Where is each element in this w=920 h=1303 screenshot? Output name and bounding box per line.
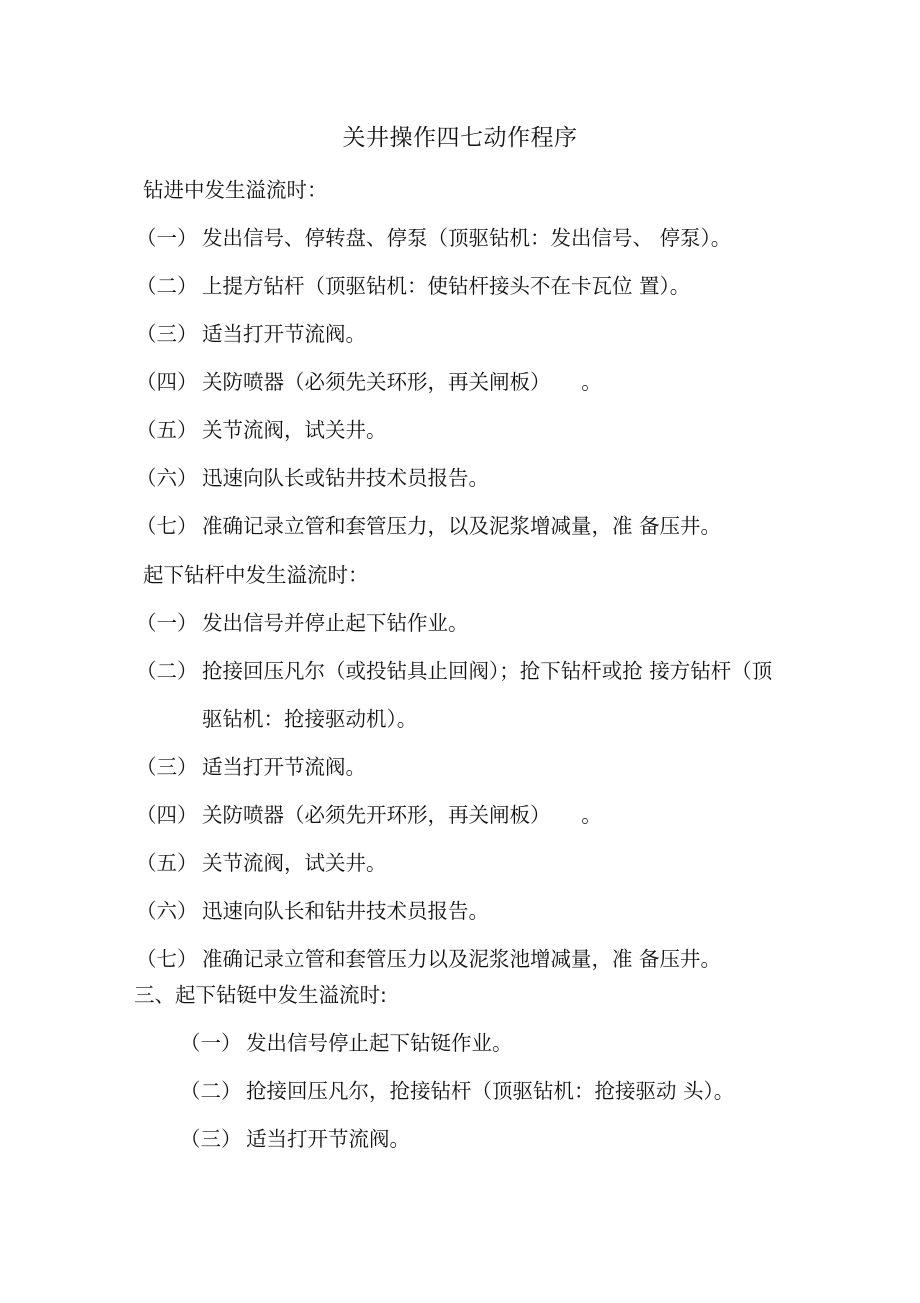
item-number: （七） <box>136 947 198 971</box>
document-title: 关井操作四七动作程序 <box>342 125 578 151</box>
item-text: 抢接回压凡尔，抢接钻杆（顶驱钻机：抢接驱动 头）。 <box>246 1079 735 1103</box>
item-text: 上提方钻杆（顶驱钻机：使钻杆接头不在卡瓦位 置）。 <box>202 274 691 298</box>
item-text: 迅速向队长或钻井技术员报告。 <box>202 466 489 490</box>
section-heading-tripping-drillcollar: 三、起下钻铤中发生溢流时: <box>134 983 387 1007</box>
item-text: 适当打开节流阀。 <box>246 1127 410 1151</box>
item-number: （二） <box>180 1079 242 1103</box>
item-number: （四） <box>136 803 198 827</box>
item-number: （四） <box>136 370 198 394</box>
item-text: 适当打开节流阀。 <box>202 755 366 779</box>
item-text: 关节流阀，试关井。 <box>202 418 387 442</box>
item-number: （五） <box>136 418 198 442</box>
item-number: （一） <box>136 611 198 635</box>
item-text: 抢接回压凡尔（或投钻具止回阀）；抢下钻杆或抢 接方钻杆（顶 <box>202 659 773 683</box>
item-number: （五） <box>136 851 198 875</box>
item-number: （三） <box>136 322 198 346</box>
item-text: 适当打开节流阀。 <box>202 322 366 346</box>
item-number: （三） <box>136 755 198 779</box>
item-number: （一） <box>136 226 198 250</box>
item-number: （六） <box>136 466 198 490</box>
item-number: （一） <box>180 1031 242 1055</box>
section-heading-tripping-drillpipe: 起下钻杆中发生溢流时： <box>143 563 369 587</box>
item-text: 关节流阀，试关井。 <box>202 851 387 875</box>
item-number: （三） <box>180 1127 242 1151</box>
item-number: （七） <box>136 514 198 538</box>
item-text: 关防喷器（必须先关环形，再关闸板） 。 <box>202 370 602 394</box>
item-text: 发出信号、停转盘、停泵（顶驱钻机：发出信号、 停泵）。 <box>202 226 732 250</box>
section-heading-drilling: 钻进中发生溢流时： <box>143 178 328 202</box>
item-text: 迅速向队长和钻井技术员报告。 <box>202 899 489 923</box>
item-text: 发出信号并停止起下钻作业。 <box>202 611 469 635</box>
item-text-continuation: 驱钻机：抢接驱动机）。 <box>202 707 418 731</box>
item-text: 准确记录立管和套管压力以及泥浆池增减量，准 备压井。 <box>202 947 722 971</box>
item-text: 关防喷器（必须先开环形，再关闸板） 。 <box>202 803 602 827</box>
item-number: （二） <box>136 274 198 298</box>
item-number: （二） <box>136 659 198 683</box>
item-number: （六） <box>136 899 198 923</box>
item-text: 准确记录立管和套管压力，以及泥浆增减量，准 备压井。 <box>202 514 722 538</box>
item-text: 发出信号停止起下钻铤作业。 <box>246 1031 513 1055</box>
